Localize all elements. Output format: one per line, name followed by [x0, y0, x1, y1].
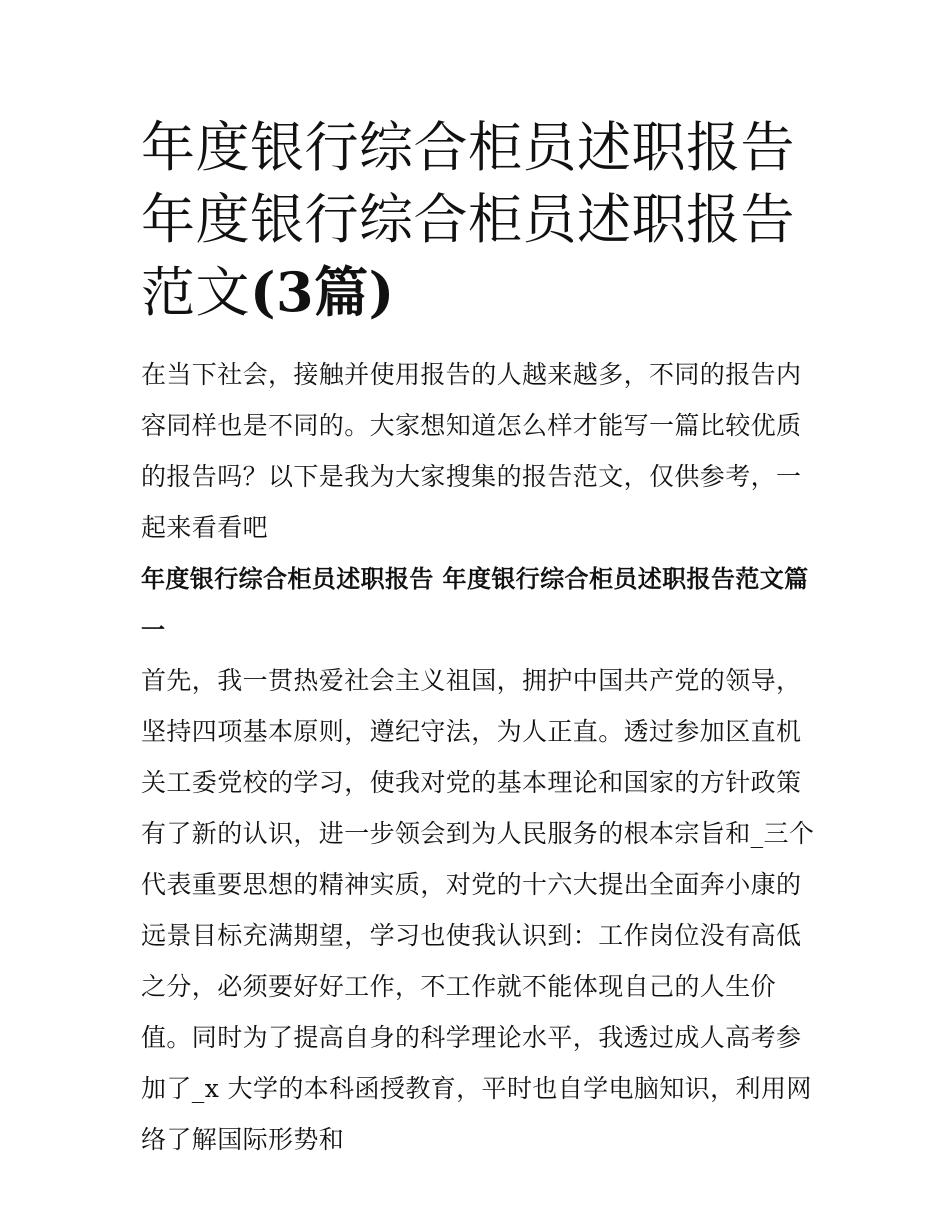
intro-paragraph: 在当下社会，接触并使用报告的人越来越多，不同的报告内容同样也是不同的。大家想知道怎么样才能写一篇比较优质的报告吗？以下是我为大家搜集的报告范文，仅供参考，一起来看看吧	[141, 360, 802, 542]
document-title	[141, 112, 821, 329]
body-paragraph: 首先，我一贯热爱社会主义祖国，拥护中国共产党的领导，坚持四项基本原则，遵纪守法，为人正直。透过参加区直机关工委党校的学习，使我对党的基本理论和国家的方针政策有了新的认识，进一步领会到为人民服务的根本宗旨和_三个代表重要思想的精神实质，对党的十六大提出全面奔小康的远景目标充满期望，学习也使我认识到：工作岗位没有高低之分，必须要好好工作，不工作就不能体现自己的人生价值。同时为了提高自身的科学理论水平，我透过成人高考参加了_x 大学的本科函授教育，平时也自学电脑知识，利用网络了解国际形势和	[141, 666, 815, 1154]
document-body	[141, 349, 821, 1165]
document-page	[141, 112, 821, 1165]
title-suffix: (3篇)	[250, 260, 395, 324]
title-main: 年度银行综合柜员述职报告 年度银行综合柜员述职报告范文	[141, 116, 795, 324]
section-heading: 年度银行综合柜员述职报告 年度银行综合柜员述职报告范文篇一	[141, 564, 809, 644]
